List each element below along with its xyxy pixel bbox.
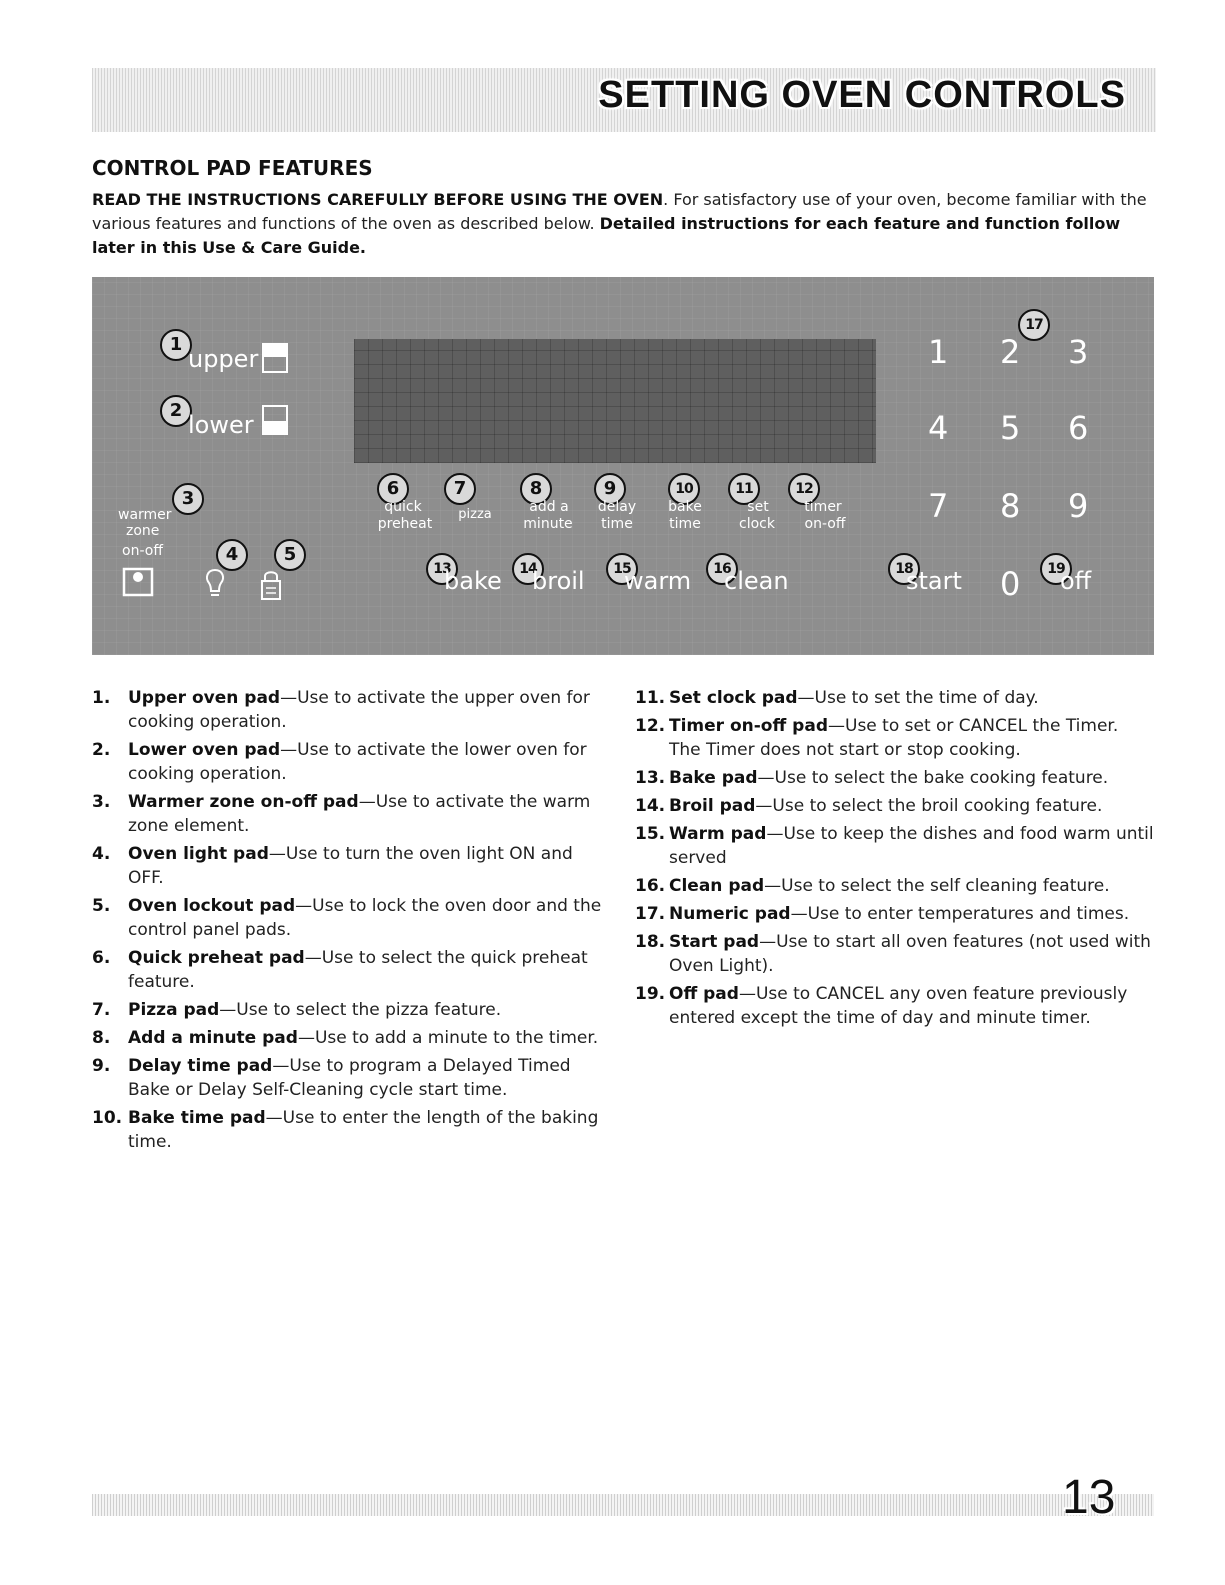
quick-label: quick (384, 499, 422, 515)
item-number: 1. (92, 688, 111, 708)
numeric-key-5[interactable]: 5 (1000, 409, 1021, 447)
callout-6: 6 (377, 473, 409, 505)
item-number: 15. (635, 824, 666, 844)
item-title: Oven lockout pad (128, 896, 296, 916)
item-number: 3. (92, 792, 111, 812)
item-title: Warm pad (669, 824, 767, 844)
item-title: Bake time pad (128, 1108, 266, 1128)
feature-list-item (635, 982, 1155, 1030)
feature-list-item (92, 686, 612, 734)
item-title: Broil pad (669, 796, 756, 816)
item-description: —Use to select the self cleaning feature. (764, 876, 1110, 896)
clock-label[interactable]: clock (739, 516, 775, 532)
item-title: Pizza pad (128, 1000, 220, 1020)
item-title: Delay time pad (128, 1056, 273, 1076)
numeric-key-3[interactable]: 3 (1068, 333, 1089, 371)
callout-19: 19 (1040, 553, 1072, 585)
page-header-title: SETTING OVEN CONTROLS (598, 74, 1126, 116)
start-pad-label[interactable]: start (906, 567, 962, 595)
numeric-key-0[interactable]: 0 (1000, 565, 1021, 603)
item-number: 9. (92, 1056, 111, 1076)
feature-list-right (635, 686, 1155, 1034)
set-label: set (747, 499, 769, 515)
zone-label: zone (126, 523, 160, 539)
feature-list-item (635, 794, 1155, 818)
item-description: —Use to add a minute to the timer. (297, 1028, 599, 1048)
item-number: 11. (635, 688, 666, 708)
item-title: Set clock pad (669, 688, 798, 708)
item-title: Timer on-off pad (669, 716, 828, 736)
warmer-label: warmer (118, 507, 172, 523)
item-description: —Use to select the pizza feature. (219, 1000, 502, 1020)
item-description: —Use to activate the upper oven for cooking operation. (128, 688, 590, 732)
feature-list-item (92, 1026, 612, 1050)
warmer-zone-icon[interactable] (122, 565, 176, 599)
header-band (92, 68, 1156, 132)
callout-9: 9 (594, 473, 626, 505)
callout-4: 4 (216, 539, 248, 571)
item-number: 10. (92, 1108, 123, 1128)
item-number: 16. (635, 876, 666, 896)
numeric-key-4[interactable]: 4 (928, 409, 949, 447)
callout-15: 15 (606, 553, 638, 585)
item-description: —Use to lock the oven door and the control panel pads. (128, 896, 602, 940)
feature-list-item (92, 946, 612, 994)
item-description: —Use to CANCEL any oven feature previously entered except the time of day and minute timer. (669, 984, 1128, 1028)
bake-small-label: bake (668, 499, 702, 515)
item-title: Lower oven pad (128, 740, 281, 760)
feature-list-item (635, 874, 1155, 898)
item-title: Add a minute pad (128, 1028, 298, 1048)
intro-lead: READ THE INSTRUCTIONS CAREFULLY BEFORE USING THE OVEN (92, 190, 664, 209)
warm-pad-label[interactable]: warm (624, 567, 692, 595)
callout-16: 16 (706, 553, 738, 585)
item-number: 6. (92, 948, 111, 968)
feature-list-item (635, 714, 1155, 762)
item-number: 2. (92, 740, 111, 760)
upper-oven-icon (262, 343, 288, 373)
callout-18: 18 (888, 553, 920, 585)
clean-pad-label[interactable]: clean (724, 567, 789, 595)
callout-10: 10 (668, 473, 700, 505)
intro-paragraph (92, 188, 1152, 260)
item-title: Off pad (669, 984, 739, 1004)
minute-label[interactable]: minute (523, 516, 573, 532)
item-number: 14. (635, 796, 666, 816)
pizza-label[interactable]: pizza (458, 507, 492, 522)
delay-label: delay (597, 499, 637, 515)
lower-pad-label[interactable]: lower (188, 411, 254, 439)
lock-icon[interactable] (256, 567, 286, 601)
item-title: Bake pad (669, 768, 758, 788)
callout-12: 12 (788, 473, 820, 505)
callout-14: 14 (512, 553, 544, 585)
item-number: 5. (92, 896, 111, 916)
numeric-key-7[interactable]: 7 (928, 487, 949, 525)
item-description: —Use to program a Delayed Timed Bake or Delay Self-Cleaning cycle start time. (128, 1056, 571, 1100)
item-description: —Use to set or CANCEL the Timer. The Timer does not start or stop cooking. (669, 716, 1119, 760)
item-number: 18. (635, 932, 666, 952)
item-number: 12. (635, 716, 666, 736)
item-title: Clean pad (669, 876, 765, 896)
item-description: —Use to enter temperatures and times. (790, 904, 1130, 924)
item-number: 19. (635, 984, 666, 1004)
item-description: —Use to turn the oven light ON and OFF. (128, 844, 573, 888)
item-number: 4. (92, 844, 111, 864)
callout-7: 7 (444, 473, 476, 505)
feature-list-item (92, 790, 612, 838)
feature-list-item (92, 842, 612, 890)
feature-list-item (92, 1106, 612, 1154)
numeric-key-6[interactable]: 6 (1068, 409, 1089, 447)
item-number: 13. (635, 768, 666, 788)
item-description: —Use to select the broil cooking feature. (755, 796, 1103, 816)
feature-list-item (635, 902, 1155, 926)
callout-11: 11 (728, 473, 760, 505)
page-number: 13 (1062, 1471, 1116, 1524)
add-a-label: add a (529, 499, 569, 515)
callout-13: 13 (426, 553, 458, 585)
item-title: Start pad (669, 932, 760, 952)
item-description: —Use to set the time of day. (797, 688, 1039, 708)
item-description: —Use to select the bake cooking feature. (757, 768, 1109, 788)
item-description: —Use to start all oven features (not used with Oven Light). (669, 932, 1151, 976)
callout-3: 3 (172, 483, 204, 515)
broil-pad-label[interactable]: broil (532, 567, 585, 595)
callout-5: 5 (274, 539, 306, 571)
numeric-key-2[interactable]: 2 (1000, 333, 1021, 371)
feature-list-item (92, 998, 612, 1022)
footer-band (92, 1494, 1154, 1516)
callout-2: 2 (160, 395, 192, 427)
preheat-label[interactable]: preheat (377, 516, 433, 532)
callout-8: 8 (520, 473, 552, 505)
item-title: Upper oven pad (128, 688, 281, 708)
item-description: —Use to activate the warm zone element. (128, 792, 591, 836)
control-display (354, 339, 876, 463)
item-number: 17. (635, 904, 666, 924)
feature-list-item (635, 822, 1155, 870)
off-pad-label[interactable]: off (1060, 567, 1092, 595)
bake-time-label[interactable]: time (669, 516, 701, 532)
upper-pad-label[interactable]: upper (188, 345, 259, 373)
item-title: Warmer zone on-off pad (128, 792, 359, 812)
item-description: —Use to keep the dishes and food warm until served (669, 824, 1154, 868)
feature-list-item (92, 894, 612, 942)
callout-17: 17 (1018, 309, 1050, 341)
callout-1: 1 (160, 329, 192, 361)
timer-label: timer (804, 499, 842, 515)
control-panel-diagram (92, 277, 1154, 655)
feature-list-left (92, 686, 612, 1158)
feature-list-item (92, 1054, 612, 1102)
item-number: 8. (92, 1028, 111, 1048)
feature-list-item (635, 930, 1155, 978)
lower-oven-icon (262, 405, 288, 435)
feature-list-item (635, 686, 1155, 710)
numeric-key-8[interactable]: 8 (1000, 487, 1021, 525)
light-bulb-icon[interactable] (200, 567, 230, 601)
item-title: Oven light pad (128, 844, 269, 864)
numeric-key-1[interactable]: 1 (928, 333, 949, 371)
item-description: —Use to activate the lower oven for cooking operation. (128, 740, 587, 784)
item-description: —Use to enter the length of the baking time. (128, 1108, 599, 1152)
onoff-label: on-off (122, 543, 163, 559)
item-description: —Use to select the quick preheat feature. (128, 948, 588, 992)
bake-pad-label[interactable]: bake (444, 567, 502, 595)
timer-onoff-label[interactable]: on-off (804, 516, 846, 532)
numeric-key-9[interactable]: 9 (1068, 487, 1089, 525)
feature-list-item (92, 738, 612, 786)
section-title: CONTROL PAD FEATURES (92, 156, 373, 180)
item-number: 7. (92, 1000, 111, 1020)
intro-text: . For satisfactory use of your oven, become familiar with the various features and functions of the oven as described below. (92, 190, 1147, 233)
feature-list-item (635, 766, 1155, 790)
intro-tail: Detailed instructions for each feature and function follow later in this Use & Care Guide. (92, 214, 1121, 257)
item-title: Numeric pad (669, 904, 791, 924)
item-title: Quick preheat pad (128, 948, 305, 968)
delay-time-label[interactable]: time (601, 516, 633, 532)
